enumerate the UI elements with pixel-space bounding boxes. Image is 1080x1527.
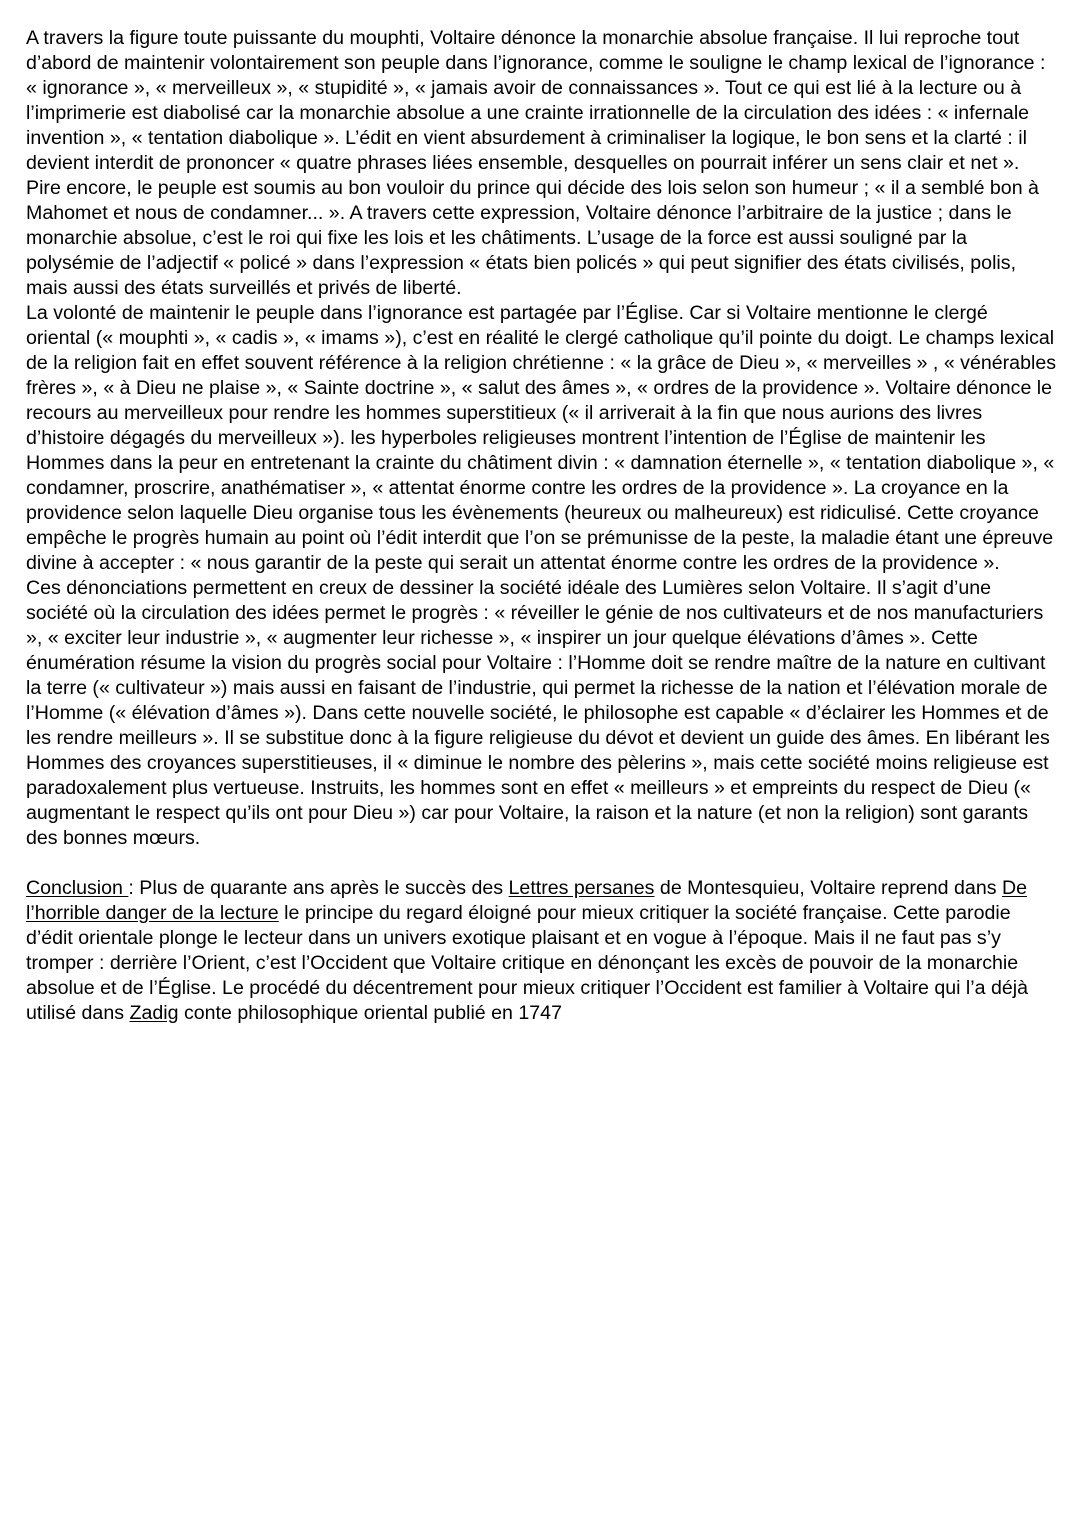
paragraph-conclusion: [26, 876, 1056, 1026]
conclusion-text-4: conte philosophique oriental publié en 1747: [178, 1002, 562, 1024]
work-title-lettres-persanes: Lettres persanes: [508, 877, 655, 899]
document-page: [26, 26, 1056, 1026]
paragraph-monarchie: A travers la figure toute puissante du mouphti, Voltaire dénonce la monarchie absolue française. Il lui reproche tout d’abord de maintenir volontairement son peuple dans l’ignorance, comme le souligne le champ lexical de l’ignorance : « ignorance », « merveilleux », « stupidité », « jamais avoir de connaissances ». Tout ce qui est lié à la lecture ou à l’imprimerie est diabolisé car la monarchie absolue a une crainte irrationnelle de la circulation des idées : « infernale invention », « tentation diabolique ». L’édit en vient absurdement à criminaliser la logique, le bon sens et la clarté : il devient interdit de prononcer « quatre phrases liées ensemble, desquelles on pourrait inférer un sens clair et net ». Pire encore, le peuple est soumis au bon vouloir du prince qui décide des lois selon son humeur ; « il a semblé bon à Mahomet et nous de condamner... ». A travers cette expression, Voltaire dénonce l’arbitraire de la justice ; dans le monarchie absolue, c’est le roi qui fixe les lois et les châtiments. L’usage de la force est aussi souligné par la polysémie de l’adjectif « policé » dans l’expression « états bien policés » qui peut signifier des états civilisés, polis, mais aussi des états surveillés et privés de liberté.: [26, 27, 1046, 299]
conclusion-text-3: le principe du regard éloigné pour mieux critiquer la société française. Cette parodie d’édit orientale plonge le lecteur dans un univers exotique plaisant et en vogue à l’époque. Mais il ne faut pas s’y tromper : derrière l’Orient, c’est l’Occident que Voltaire critique en dénonçant les excès de pouvoir de la monarchie absolue et de l’Église. Le procédé du décentrement pour mieux critiquer l’Occident est familier à Voltaire qui l’a déjà utilisé dans: [26, 902, 1029, 1024]
paragraph-eglise: La volonté de maintenir le peuple dans l’ignorance est partagée par l’Église. Car si Voltaire mentionne le clergé oriental (« mouphti », « cadis », « imams »), c’est en réalité le clergé catholique qu’il pointe du doigt. Le champs lexical de la religion fait en effet souvent référence à la religion chrétienne : « la grâce de Dieu », « merveilles » , « vénérables frères », « à Dieu ne plaise », « Sainte doctrine », « salut des âmes », « ordres de la providence ». Voltaire dénonce le recours au merveilleux pour rendre les hommes superstitieux (« il arriverait à la fin que nous aurions des livres d’histoire dégagés du merveilleux »). les hyperboles religieuses montrent l’intention de l’Église de maintenir les Hommes dans la peur en entretenant la crainte du châtiment divin : « damnation éternelle », « tentation diabolique », « condamner, proscrire, anathématiser », « attentat énorme contre les ordres de la providence ». La croyance en la providence selon laquelle Dieu organise tous les évènements (heureux ou malheureux) est ridiculisé. Cette croyance empêche le progrès humain au point où l’édit interdit que l’on se prémunisse de la peste, la maladie étant une épreuve divine à accepter : « nous garantir de la peste qui serait un attentat énorme contre les ordres de la providence ».: [26, 302, 1057, 574]
conclusion-label: Conclusion: [26, 877, 129, 899]
paragraph-spacer: [26, 851, 1056, 876]
paragraph-societe-ideale: Ces dénonciations permettent en creux de dessiner la société idéale des Lumières selon Voltaire. Il s’agit d’une société où la circulation des idées permet le progrès : « réveiller le génie de nos cultivateurs et de nos manufacturiers », « exciter leur industrie », « augmenter leur richesse », « inspirer un jour quelque élévations d’âmes ». Cette énumération résume la vision du progrès social pour Voltaire : l’Homme doit se rendre maître de la nature en cultivant la terre (« cultivateur ») mais aussi en faisant de l’industrie, qui permet la richesse de la nation et l’élévation morale de l’Homme (« élévation d’âmes »). Dans cette nouvelle société, le philosophe est capable « d’éclairer les Hommes et de les rendre meilleurs ». Il se substitue donc à la figure religieuse du dévot et devient un guide des âmes. En libérant les Hommes des croyances superstitieuses, il « diminue le nombre des pèlerins », mais cette société moins religieuse est paradoxalement plus vertueuse. Instruits, les hommes sont en effet « meilleurs » et empreints du respect de Dieu (« augmentant le respect qu’ils ont pour Dieu ») car pour Voltaire, la raison et la nature (et non la religion) sont garants des bonnes mœurs.: [26, 577, 1050, 849]
conclusion-text-1: : Plus de quarante ans après le succès des: [128, 877, 509, 899]
work-title-zadig: Zadig: [129, 1002, 179, 1024]
conclusion-text-2: de Montesquieu, Voltaire reprend dans: [654, 877, 1002, 899]
work-title-horrible-danger: De l’horrible danger de la lecture: [26, 877, 1028, 924]
